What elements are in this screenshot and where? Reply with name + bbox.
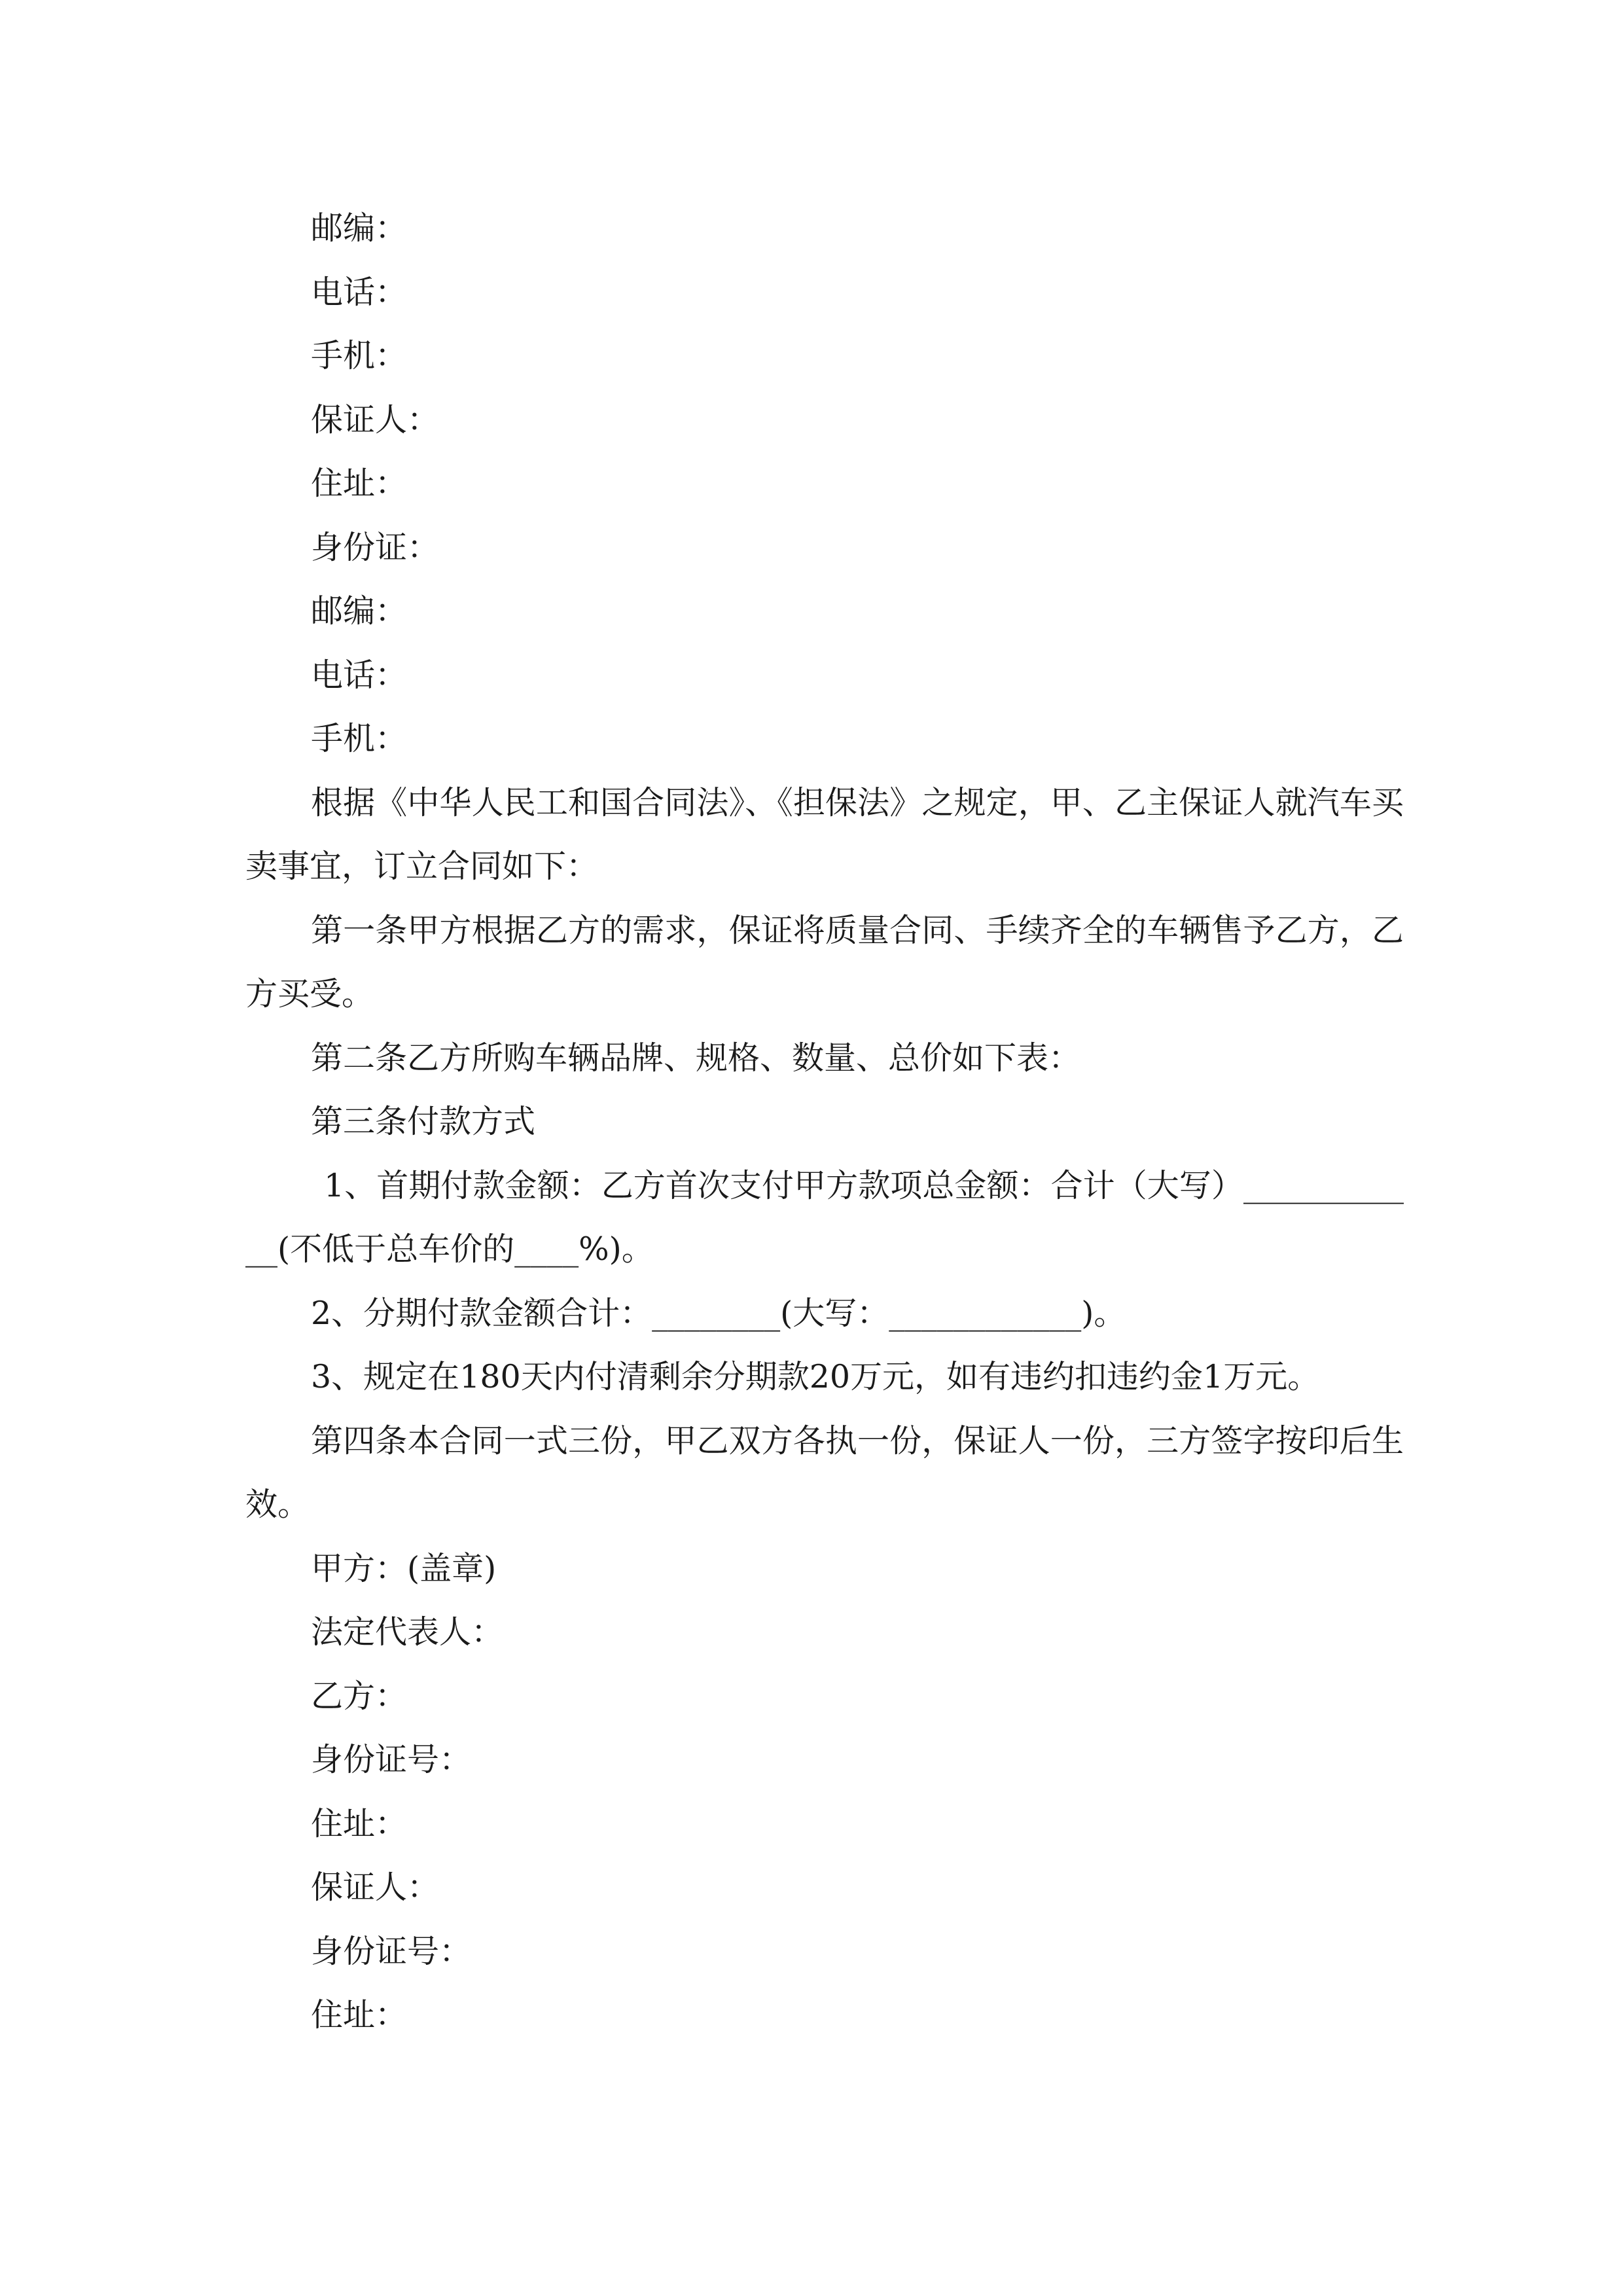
article-1: 第一条甲方根据乙方的需求，保证将质量合同、手续齐全的车辆售予乙方，乙方买受。	[245, 911, 1404, 1013]
article-3-item-3: 3、规定在180天内付清剩余分期款20万元，如有违约扣违约金1万元。	[311, 1358, 1320, 1395]
signature-party-b-id: 身份证号：	[311, 1741, 472, 1778]
article-4: 第四条本合同一式三份，甲乙双方各执一份，保证人一份，三方签字按印后生效。	[245, 1422, 1404, 1523]
signature-party-a: 甲方：(盖章)	[311, 1549, 497, 1587]
article-3-heading: 第三条付款方式	[311, 1103, 536, 1140]
contract-body	[245, 196, 1404, 2047]
field-address: 住址：	[311, 465, 408, 502]
field-mobile: 手机：	[311, 337, 408, 374]
field-postcode: 邮编：	[311, 209, 408, 247]
article-2: 第二条乙方所购车辆品牌、规格、数量、总价如下表：	[311, 1039, 1081, 1077]
field-guarantor-postcode: 邮编：	[311, 592, 408, 630]
signature-legal-rep: 法定代表人：	[311, 1613, 504, 1651]
field-guarantor-phone: 电话：	[311, 656, 408, 694]
field-guarantor: 保证人：	[311, 401, 440, 439]
signature-guarantor-address: 住址：	[311, 1996, 408, 2034]
article-3-item-2: 2、分期付款金额合计：________(大写：____________)。	[311, 1294, 1126, 1332]
signature-guarantor: 保证人：	[311, 1869, 440, 1906]
signature-party-b-address: 住址：	[311, 1804, 408, 1842]
signature-party-b: 乙方：	[311, 1677, 408, 1715]
field-guarantor-mobile: 手机：	[311, 720, 408, 757]
signature-guarantor-id: 身份证号：	[311, 1932, 472, 1970]
preamble-paragraph: 根据《中华人民工和国合同法》、《担保法》之规定，甲、乙主保证人就汽车买卖事宜，订立合同如下：	[245, 783, 1404, 885]
article-3-item-1: 1、首期付款金额：乙方首次支付甲方款项总金额：合计（大写）____________(不低于总车价的____%)。	[245, 1166, 1404, 1268]
field-id-card: 身份证：	[311, 528, 440, 566]
field-phone: 电话：	[311, 273, 408, 311]
